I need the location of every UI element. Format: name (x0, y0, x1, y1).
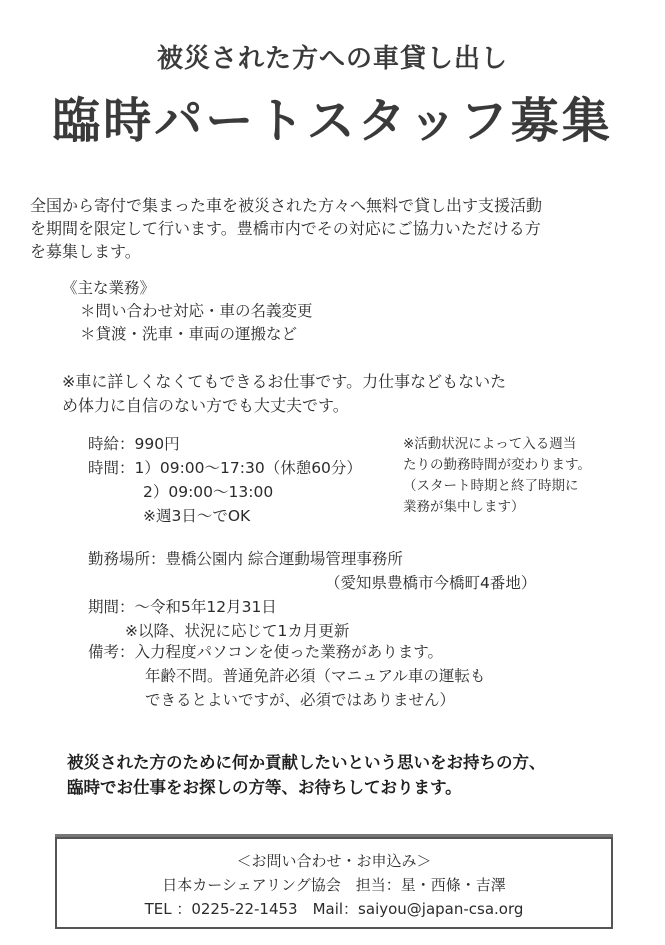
hours-note: ※週3日～でOK (143, 507, 251, 525)
contact-tel-mail: TEL ：0225-22-1453 Mail：saiyou@japan-csa.org (144, 900, 524, 918)
page-title: 被災された方への車貸し出し (156, 44, 508, 74)
remarks-line: 備考：入力程度パソコンを使った業務があります。 (88, 643, 443, 661)
work-address: （愛知県豊橋市今橋町4番地） (325, 574, 537, 592)
note-line: め体力に自信のない方でも大丈夫です。 (62, 396, 349, 415)
intro-line: を募集します。 (30, 242, 141, 261)
work-location: 勤務場所：豊橋公園内 綜合運動場管理事務所 (88, 550, 403, 568)
hours-option-1: 時間：1）09:00～17:30（休憩60分） (88, 459, 362, 477)
duty-item: ＊貸渡・洗車・車両の運搬など (80, 325, 298, 343)
side-note-line: たりの勤務時間が変わります。 (403, 457, 591, 473)
closing-line: 被災された方のために何か貢献したいという思いをお持ちの方、 (67, 753, 546, 772)
contact-organization: 日本カーシェアリング協会 担当：星・西條・吉澤 (162, 876, 506, 894)
side-note-line: ※活動状況によって入る週当 (403, 436, 577, 452)
duty-item: ＊問い合わせ対応・車の名義変更 (80, 302, 313, 320)
duties-heading: 《主な業務》 (62, 279, 156, 297)
remarks-line: できるとよいですが、必須ではありません） (145, 691, 456, 709)
intro-paragraph (30, 194, 645, 263)
closing-line: 臨時でお仕事をお探しの方等、お待ちしております。 (67, 778, 462, 797)
remarks-line: 年齢不問。普通免許必須（マニュアル車の運転も (145, 667, 486, 685)
side-note-line: （スタート時期と終了時期に (403, 478, 579, 494)
employment-period: 期間：～令和5年12月31日 (88, 598, 277, 616)
note-line: ※車に詳しくなくてもできるお仕事です。力仕事などもないた (62, 372, 507, 391)
hours-option-2: 2）09:00～13:00 (143, 483, 274, 501)
contact-heading: ＜お問い合わせ・お申込み＞ (236, 852, 432, 870)
wage: 時給：990円 (88, 435, 180, 453)
side-note-line: 業務が集中します） (403, 499, 525, 515)
period-note: ※以降、状況に応じて1カ月更新 (125, 622, 350, 640)
recruitment-headline: 臨時パートスタッフ募集 (52, 93, 613, 149)
contact-box (55, 837, 613, 929)
intro-line: 全国から寄付で集まった車を被災された方々へ無料で貸し出す支援活動 (30, 196, 543, 215)
side-note (403, 434, 591, 518)
intro-line: を期間を限定して行います。豊橋市内でその対応にご協力いただける方 (30, 219, 541, 238)
